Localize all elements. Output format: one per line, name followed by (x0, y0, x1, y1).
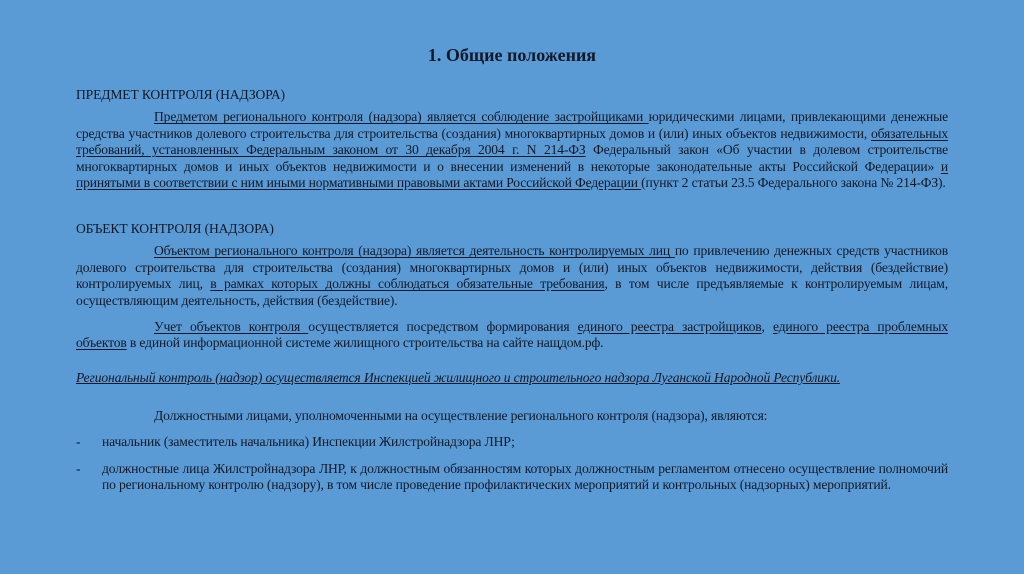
list-item-text: начальник (заместитель начальника) Инспекции Жилстройнадзора ЛНР; (102, 434, 515, 450)
text: Федеральный закон «Об участии в долевом строительстве многоквартирных домов и иных объектов недвижимости и о внесении изменений в некоторые законодательные акты Российской Федерации» (76, 142, 948, 174)
paragraph (76, 109, 948, 191)
text: (пункт 2 статьи 23.5 Федерального закона № 214-ФЗ). (641, 175, 946, 191)
section-subject (76, 87, 948, 191)
underlined-text: единого реестра застройщиков (577, 319, 762, 335)
section-object (76, 221, 948, 386)
list-item (76, 434, 948, 450)
dash-marker: - (76, 434, 81, 450)
underlined-text: Объектом регионального контроля (надзора) является деятельность контролируемых лиц (154, 243, 675, 259)
underlined-text: в рамках которых должны соблюдаться обязательные требования (210, 276, 605, 292)
paragraph (76, 319, 948, 352)
text: , в том числе предъявляемые к контролируемым лицам, осуществляющим деятельность, действия (бездействие). (76, 276, 948, 308)
list-item-text: должностные лица Жилстройнадзора ЛНР, к должностным обязанностям которых должностным регламентом отнесено осуществление полномочий по региональному контролю (надзору), в том числе проведение профилактических мероприятий и контрольных (надзорных) мероприятий. (102, 460, 948, 493)
underlined-text: единого реестра проблемных объектов (76, 319, 948, 351)
inspection-statement: Региональный контроль (надзор) осуществляется Инспекцией жилищного и строительного надзора Луганской Народной Республики. (76, 369, 840, 385)
text: , (761, 319, 773, 335)
page-title: 1. Общие положения (427, 45, 597, 65)
text: по привлечению денежных средств участников долевого строительства для строительства (создания) многоквартирных домов и (или) иных объектов недвижимости, действия (бездействие) контролируемых лиц, (76, 243, 948, 292)
underlined-text: Учет объектов контроля (154, 319, 309, 335)
underlined-text: обязательных требований, установленных Федеральным законом от 30 декабря 2004 г. N 214-ФЗ (76, 125, 948, 158)
officials-intro: Должностными лицами, уполномоченными на осуществление регионального контроля (надзора), являются: (154, 408, 768, 423)
text: юридическими лицами, привлекающими денежные средства участников долевого строительства для строительства (создания) многоквартирных домов и (или) иных объектов недвижимости, (76, 109, 948, 141)
officials-section (76, 408, 948, 494)
list-item (76, 461, 948, 494)
dash-marker: - (76, 460, 81, 476)
section-heading: ПРЕДМЕТ КОНТРОЛЯ (НАДЗОРА) (76, 87, 285, 102)
section-heading: ОБЪЕКТ КОНТРОЛЯ (НАДЗОРА) (76, 221, 274, 236)
underlined-text: и принятыми в соответствии с ним иными нормативными правовыми актами Российской Федерации (76, 158, 948, 191)
text: в единой информационной системе жилищного строительства на сайте нащдом.рф. (126, 335, 604, 351)
paragraph (76, 243, 948, 309)
underlined-text: Предметом регионального контроля (надзора) является соблюдение застройщиками (154, 109, 649, 125)
text: осуществляется посредством формирования (308, 319, 578, 335)
